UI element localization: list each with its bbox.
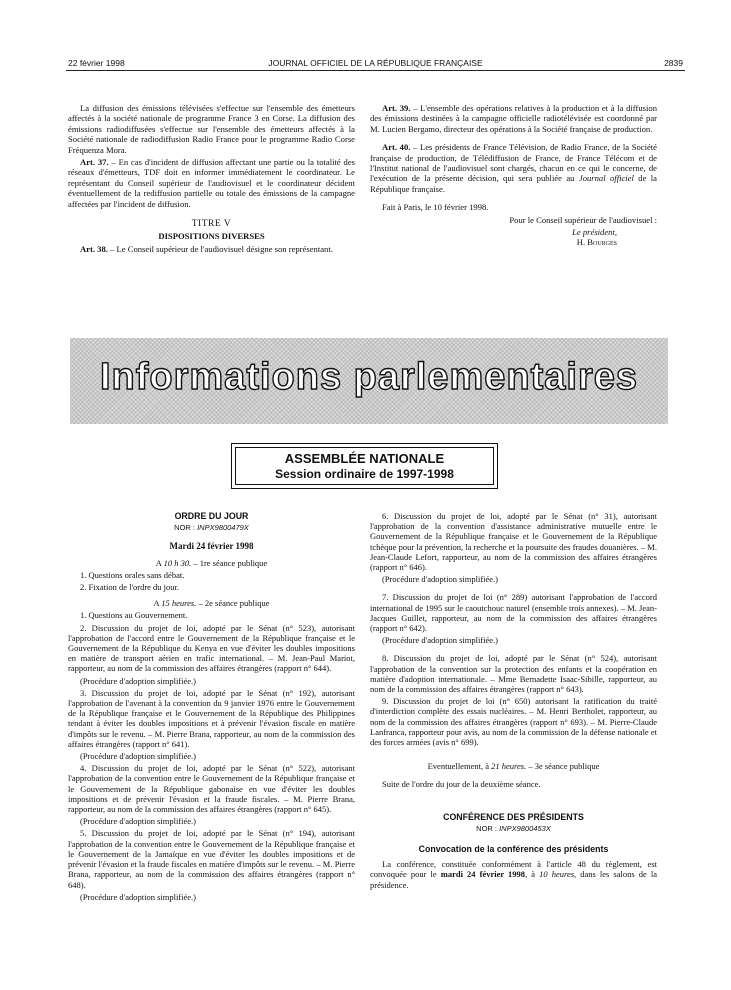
article-39-text: – L'ensemble des opérations relatives à la production et à la diffusion des émissions destinées à la campagne officielle radiotélévisée est coordonné par M. Lucien Bergamo, directeur des opérations à la Société française de production.	[370, 103, 657, 134]
article-37	[68, 157, 355, 209]
agenda-item-enfants: 8. Discussion du projet de loi, adopté par le Sénat (n° 524), autorisant l'approbation de la convention sur la protection des enfants et la coopération en matière d'adoption internationale. – Mme Bernadette Isaac-Sibille, rapporteur, au nom de la commission des affaires étrangères (rapport n° 643).	[370, 653, 657, 695]
seance-3-prefix: Eventuellement, à	[427, 761, 492, 772]
agenda-item-questions: 1. Questions au Gouvernement.	[80, 610, 188, 621]
seance-1-prefix: A	[155, 557, 164, 568]
convocation-text-a: La conférence, constituée conformément à l'article 48 du règlement, est convoquée pour le	[370, 859, 657, 880]
pour-le-conseil: Pour le Conseil supérieur de l'audiovisuel :	[509, 214, 657, 225]
assemblee-nationale-title: ASSEMBLÉE NATIONALE	[284, 451, 445, 466]
article-37-label: Art. 37.	[80, 157, 109, 168]
conference-heading: CONFÉRENCE DES PRÉSIDENTS	[443, 811, 584, 822]
suite-ordre-du-jour: Suite de l'ordre du jour de la deuxième séance.	[382, 779, 541, 790]
convocation-text-b: , à	[525, 869, 540, 880]
dispositions-heading: DISPOSITIONS DIVERSES	[158, 231, 265, 242]
article-40-text-a: – Les présidents de France Télévision, de Radio France, de la Société française de production, de Télédiffusion de France, de France Télécom et de l'Institut national de l'audiovisuel sont chargés, chacun en ce qui le concerne, de l'exécution de la présente décision, qui sera publiée au	[370, 142, 658, 184]
convocation-time: 10 heures	[539, 869, 575, 880]
bottom-left-column	[68, 511, 355, 904]
agenda-item-philippines: 3. Discussion du projet de loi, adopté par le Sénat (n° 192), autorisant l'approbation de l'avenant à la convention du 9 janvier 1976 entre le Gouvernement de la République française et le Gouvernement de la République des Philippines tendant à éviter les doubles impositions et à prévenir l'évasion fiscale en matière d'impôts sur le revenu. – M. Pierre Brana, rapporteur, au nom de la commission des affaires étrangères (rapport n° 641).	[68, 687, 355, 749]
nor-line-2	[370, 824, 657, 834]
agenda-item-tcheque: 6. Discussion du projet de loi, adopté par le Sénat (n° 31), autorisant l'approbation de la convention d'assistance administrative mutuelle entre le Gouvernement de la République française et le Gouvernement de la République tchèque pour la prévention, la recherche et la poursuite des fraudes douanières. – M. Jean-Claude Lefort, rapporteur, au nom de la commission des affaires étrangères (rapport n° 646).	[370, 511, 657, 573]
seance-3-heading	[370, 761, 657, 771]
seance-2-label: – 2e séance publique	[196, 598, 270, 609]
article-40-journal: Journal officiel	[578, 173, 634, 184]
article-39	[370, 103, 657, 134]
nor-label-2: NOR :	[476, 823, 500, 833]
header-rule	[66, 70, 685, 71]
procedure-note: (Procédure d'adoption simplifiée.)	[80, 675, 197, 686]
seance-2-heading	[68, 598, 355, 608]
le-president: Le président,	[572, 227, 617, 238]
sitting-date: Mardi 24 février 1998	[169, 541, 254, 552]
nor-label: NOR :	[174, 523, 198, 533]
session-title: Session ordinaire de 1997-1998	[275, 467, 454, 481]
top-left-column	[68, 103, 355, 256]
fait-a-paris: Fait à Paris, le 10 février 1998.	[382, 202, 489, 213]
agenda-item-jamaique: 5. Discussion du projet de loi, adopté par le Sénat (n° 194), autorisant l'approbation de la convention entre le Gouvernement de la République française et le Gouvernement de la Jamaïque en vue d'éviter les doubles impositions et de prévenir l'évasion et la fraude fiscales en matière d'impôts sur le revenu. – M. Pierre Brana, rapporteur, au nom de la commission des affaires étrangères (rapport n° 648).	[68, 828, 355, 890]
procedure-note: (Procédure d'adoption simplifiée.)	[80, 891, 197, 902]
paragraph-diffusion: La diffusion des émissions télévisées s'effectue sur l'ensemble des émetteurs affectés à la société nationale de programme France 3 en Corse. La diffusion des émissions radiodiffusées s'effectue sur l'ensemble des émetteurs affectés à la Société nationale de radiodiffusion Radio France pour le programme Radio Corse Fréquenza Mora.	[68, 103, 355, 155]
seance-3-time: 21 heures.	[491, 761, 527, 772]
seance-1-label: – 1re séance publique	[191, 557, 268, 568]
article-39-label: Art. 39.	[382, 103, 411, 113]
header-journal-title: JOURNAL OFFICIEL DE LA RÉPUBLIQUE FRANÇAISE	[268, 58, 483, 68]
article-40	[370, 142, 657, 194]
procedure-note: (Procédure d'adoption simplifiée.)	[80, 816, 197, 827]
seance-2-time: 15 heures.	[161, 598, 197, 609]
bottom-right-column	[370, 511, 657, 892]
header-date: 22 février 1998	[68, 58, 125, 68]
page-header	[68, 58, 683, 70]
convocation-date: mardi 24 février 1998	[440, 869, 526, 880]
convocation-text	[370, 859, 657, 890]
agenda-item-2: 2. Fixation de l'ordre du jour.	[80, 582, 180, 593]
seance-2-prefix: A	[153, 598, 162, 609]
assemblee-nationale-box	[231, 443, 498, 489]
nor-code-2: INPX9800453X	[499, 823, 551, 833]
agenda-item-1: 1. Questions orales sans débat.	[80, 569, 185, 580]
article-40-label: Art. 40.	[382, 142, 411, 153]
agenda-item-kenya: 2. Discussion du projet de loi, adopté par le Sénat (n° 523), autorisant l'approbation de l'accord entre le Gouvernement de la République française et le Gouvernement de la République du Kenya en vue d'éviter les doubles impositions en matière de transport aérien en trafic international. – M. Jean-Paul Mariot, rapporteur, au nom de la commission des affaires étrangères (rapport n° 644).	[68, 622, 355, 674]
article-40-text-b: de la République française.	[370, 173, 657, 194]
convocation-text-c: , dans les salons de la présidence.	[370, 869, 657, 890]
signataire: H. Bourges	[576, 237, 617, 248]
seance-1-time: 10 h 30.	[163, 557, 192, 568]
article-37-text: – En cas d'incident de diffusion affectant une partie ou la totalité des réseaux d'émetteurs, TDF doit en informer immédiatement le coordinateur. Le représentant du Conseil supérieur de l'audiovisuel et le coordinateur décident éventuellement de la rediffusion partielle ou totale des émissions de la campagne affectées par l'incident de diffusion.	[68, 157, 355, 209]
convocation-heading: Convocation de la conférence des présidents	[418, 844, 609, 855]
nor-code: INPX9800479X	[197, 523, 249, 533]
assemblee-nationale-box-inner	[235, 447, 494, 485]
nor-line	[68, 523, 355, 533]
header-page-number: 2839	[664, 58, 683, 68]
titre-heading: TITRE V	[191, 219, 232, 230]
ordre-du-jour-heading: ORDRE DU JOUR	[174, 511, 249, 521]
procedure-note: (Procédure d'adoption simplifiée.)	[80, 751, 197, 762]
article-38-text: – Le Conseil supérieur de l'audiovisuel désigne son représentant.	[107, 243, 333, 254]
agenda-item-gabon: 4. Discussion du projet de loi, adopté par le Sénat (n° 522), autorisant l'approbation de la convention entre le Gouvernement de la République française et le Gouvernement de la République gabonaise en vue d'éviter les doubles impositions et de prévenir l'évasion et la fraude fiscales. – M. Pierre Brana, rapporteur, au nom de la commission des affaires étrangères (rapport n° 645).	[68, 763, 355, 815]
seance-3-label: – 3e séance publique	[526, 761, 600, 772]
article-38	[68, 244, 355, 254]
top-right-column	[370, 103, 657, 250]
procedure-note: (Procédure d'adoption simplifiée.)	[382, 574, 499, 585]
article-38-label: Art. 38.	[80, 243, 108, 254]
seance-1-heading	[68, 558, 355, 568]
agenda-item-traite: 9. Discussion du projet de loi (n° 650) autorisant la ratification du traité d'interdiction complète des essais nucléaires. – M. Henri Bertholet, rapporteur, au nom de la commission des affaires étrangères (rapport n° 693). – M. Pierre-Claude Lanfranca, rapporteur pour avis, au nom de la commission de la défense nationale et des forces armées (avis n° 699).	[370, 696, 657, 748]
agenda-item-caoutchouc: 7. Discussion du projet de loi (n° 289) autorisant l'approbation de l'accord international de 1995 sur le caoutchouc naturel (ensemble trois annexes). – M. Jean-Jacques Guillet, rapporteur, au nom de la commission des affaires étrangères (rapport n° 642).	[370, 592, 657, 634]
banner-title: Informations parlementaires	[99, 356, 639, 398]
procedure-note: (Procédure d'adoption simplifiée.)	[382, 635, 499, 646]
informations-parlementaires-banner	[70, 338, 668, 424]
